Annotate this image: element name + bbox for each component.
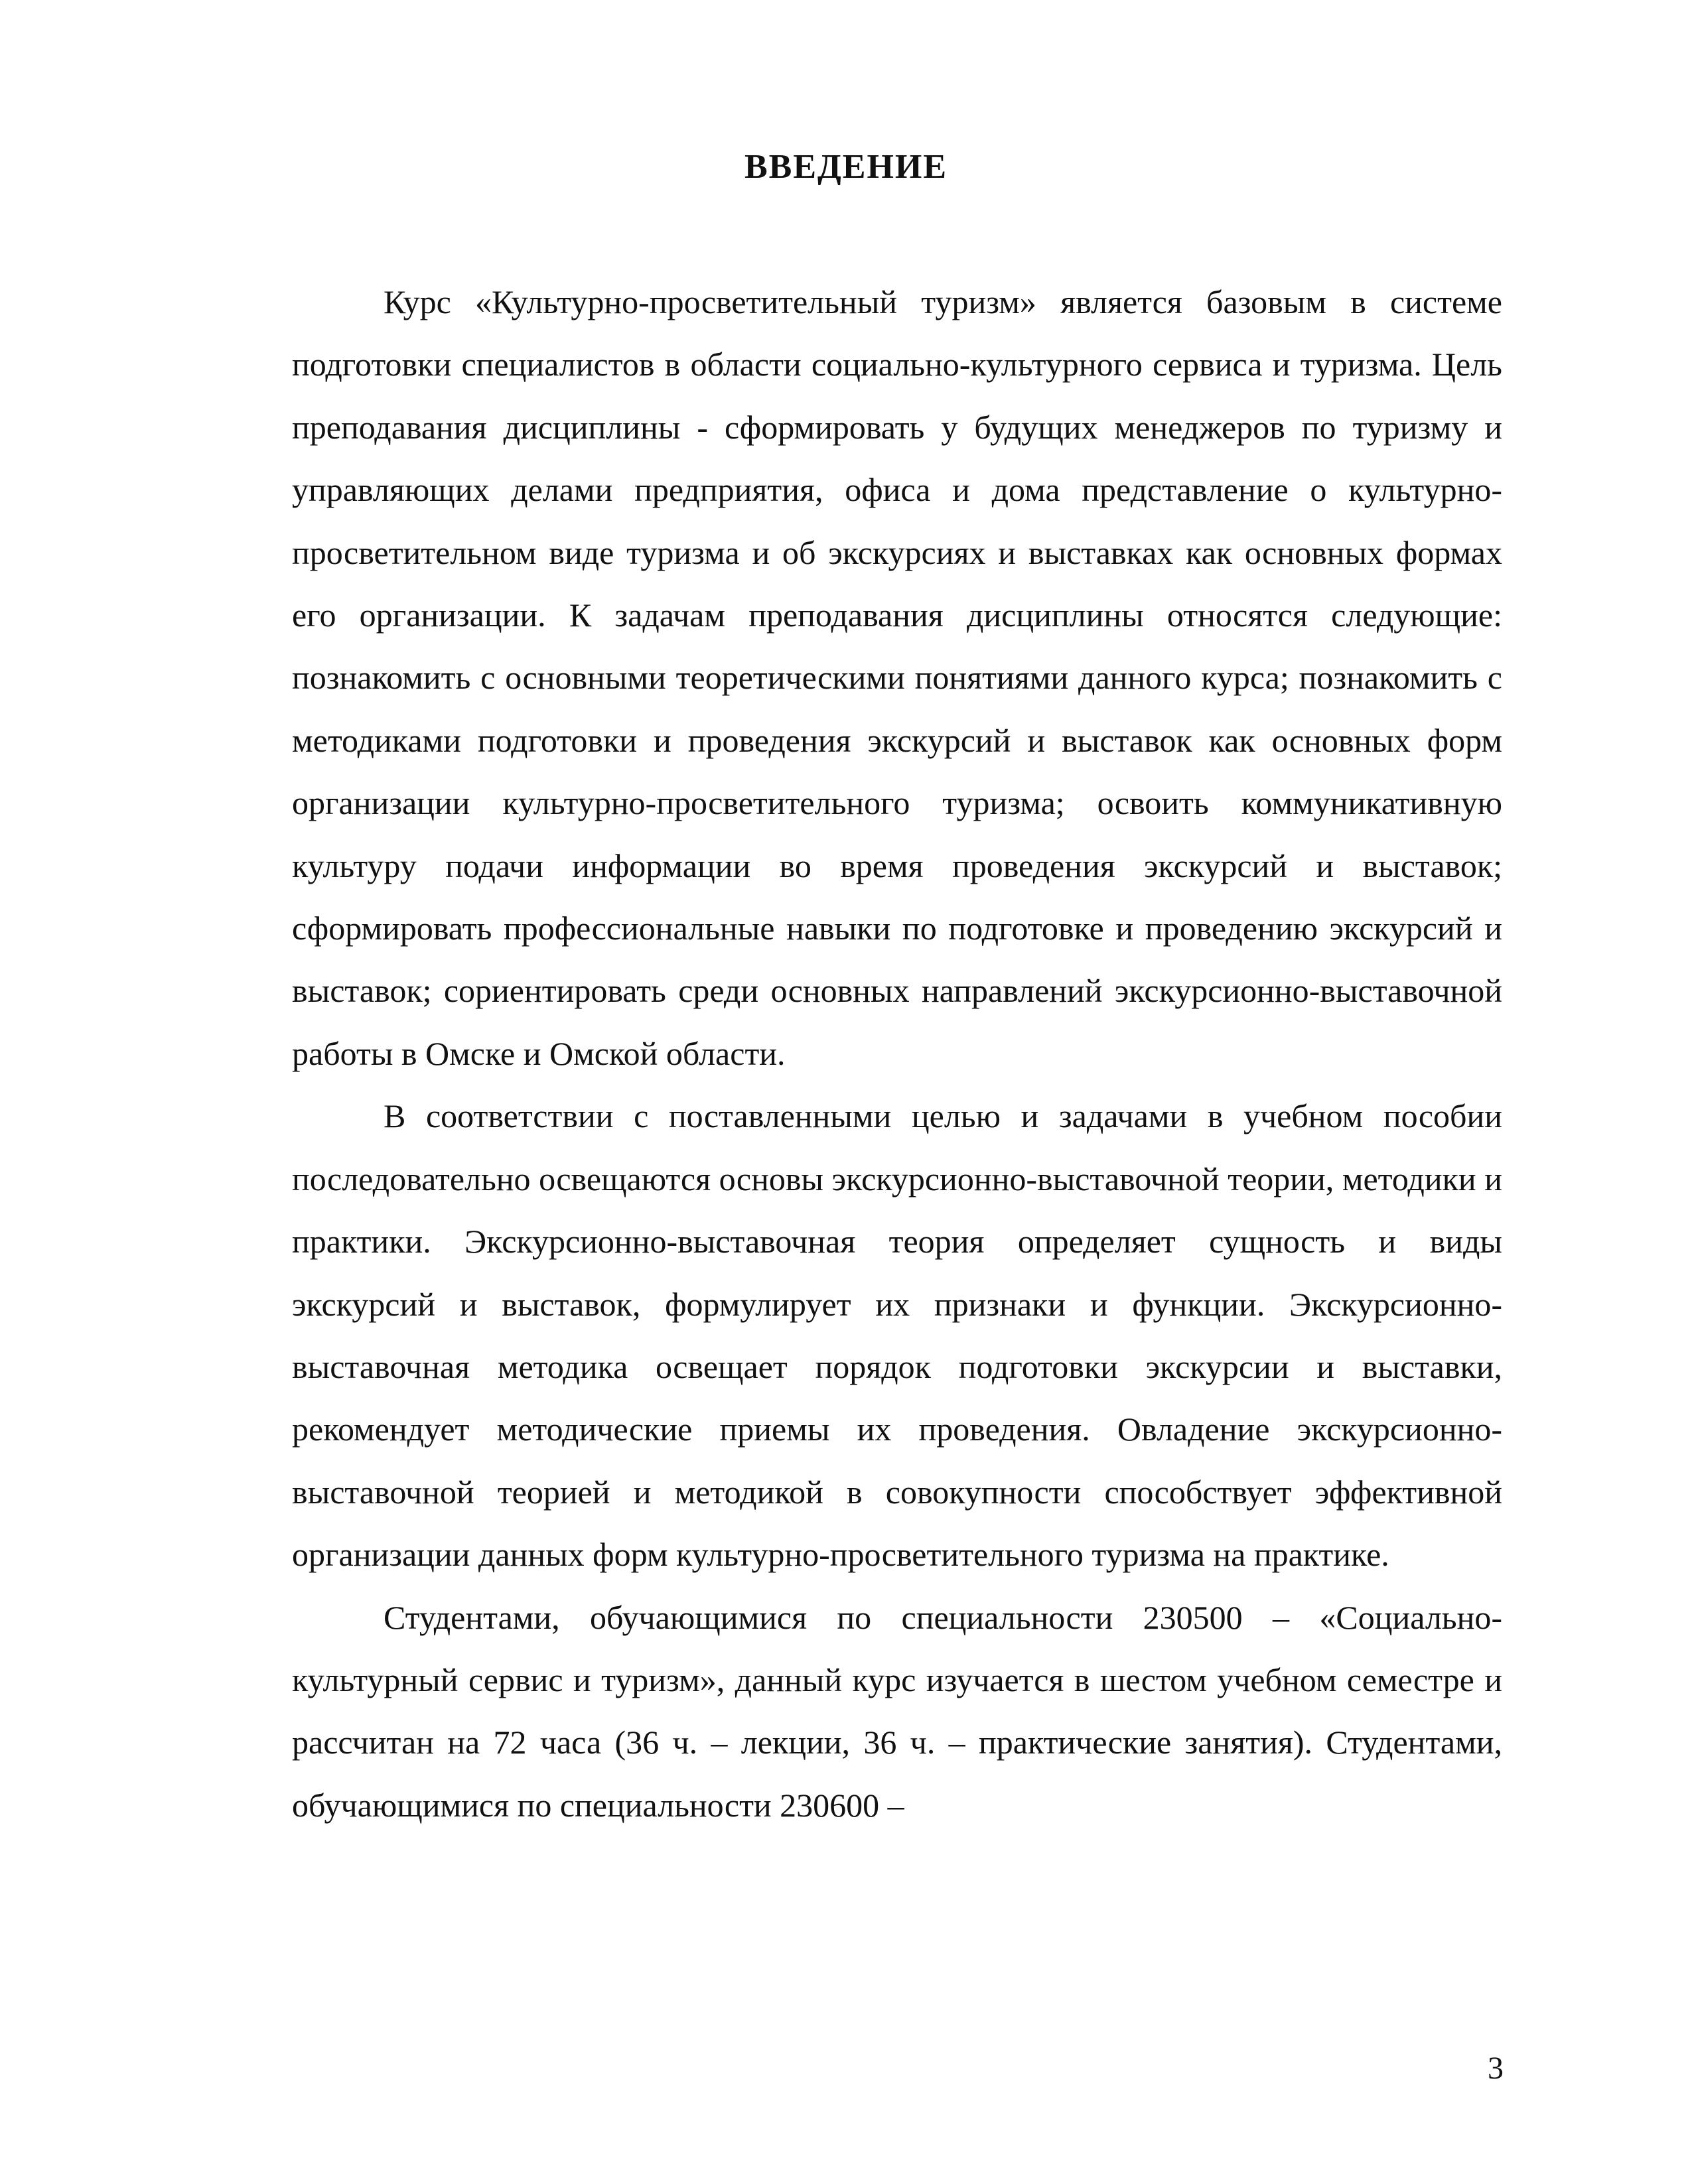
paragraph-students: Студентами, обучающимися по специальности 230500 – «Социально-культурный сервис и туризм», данный курс изучается в шестом учебном семестре и рассчитан на 72 часа (36 ч. – лекции, 36 ч. – практические занятия). Студентами, обучающимися по специальности 230600 – [292, 1598, 1502, 1824]
body-text [292, 271, 1502, 1836]
paragraph-content: В соответствии с поставленными целью и задачами в учебном пособии последовательно освещаются основы экскурсионно-выставочной теории, методики и практики. Экскурсионно-выставочная теория определяет сущность и виды экскурсий и выставок, формулирует их признаки и функции. Экскурсионно-выставочная методика освещает порядок подготовки экскурсии и выставки, рекомендует методические приемы их проведения. Овладение экскурсионно-выставочной теорией и методикой в совокупности способствует эффективной организации данных форм культурно-просветительного туризма на практике. [292, 1097, 1502, 1574]
page-number: 3 [1488, 2051, 1504, 2086]
paragraph-intro: Курс «Культурно-просветительный туризм» является базовым в системе подготовки специалистов в области социально-культурного сервиса и туризма. Цель преподавания дисциплины - сформировать у будущих менеджеров по туризму и управляющих делами предприятия, офиса и дома представление о культурно-просветительном виде туризма и об экскурсиях и выставках как основных формах его организации. К задачам преподавания дисциплины относятся следующие: познакомить с основными теоретическими понятиями данного курса; познакомить с методиками подготовки и проведения экскурсий и выставок как основных форм организации культурно-просветительного туризма; освоить коммуникативную культуру подачи информации во время проведения экскурсий и выставок; сформировать профессиональные навыки по подготовке и проведению экскурсий и выставок; сориентировать среди основных направлений экскурсионно-выставочной работы в Омске и Омской области. [292, 283, 1502, 1072]
page-title: ВВЕДЕНИЕ [744, 148, 948, 186]
